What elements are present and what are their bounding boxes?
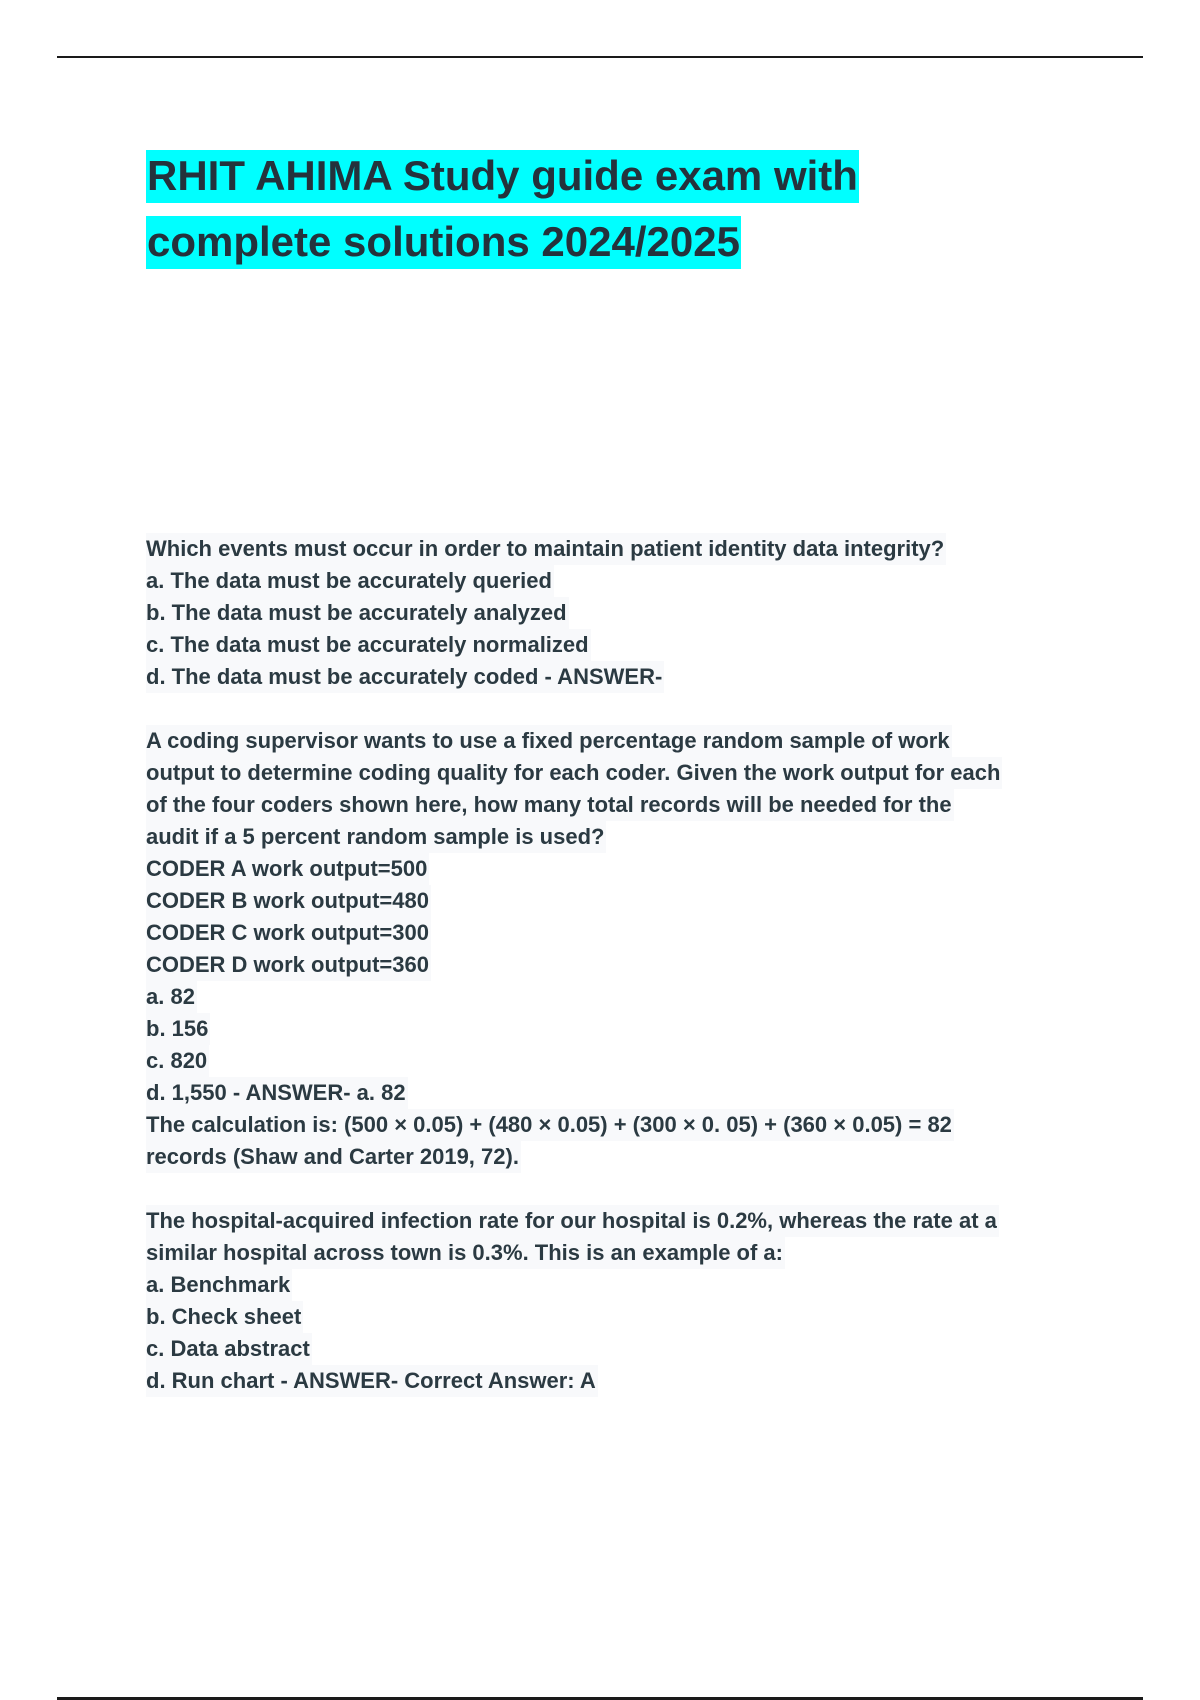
top-rule: [57, 56, 1143, 58]
question-list: [146, 533, 1096, 1397]
question-2-text-line-4: audit if a 5 percent random sample is used?: [146, 821, 606, 853]
coder-d-output: CODER D work output=360: [146, 949, 431, 981]
question-1-option-c: c. The data must be accurately normalized: [146, 629, 591, 661]
question-2-option-b: b. 156: [146, 1013, 210, 1045]
question-1-option-b: b. The data must be accurately analyzed: [146, 597, 569, 629]
question-3-text-line-2: similar hospital across town is 0.3%. This is an example of a:: [146, 1237, 785, 1269]
question-2-option-a: a. 82: [146, 981, 197, 1013]
question-1-option-a: a. The data must be accurately queried: [146, 565, 554, 597]
question-2-option-c: c. 820: [146, 1045, 209, 1077]
question-3-text-line-1: The hospital-acquired infection rate for our hospital is 0.2%, whereas the rate at a: [146, 1205, 999, 1237]
question-block-3: [146, 1205, 1096, 1397]
question-3-option-b: b. Check sheet: [146, 1301, 303, 1333]
question-1-option-d-answer: d. The data must be accurately coded - ANSWER-: [146, 661, 664, 693]
question-2-text-line-1: A coding supervisor wants to use a fixed percentage random sample of work: [146, 725, 952, 757]
question-2-explanation-line-2: records (Shaw and Carter 2019, 72).: [146, 1141, 521, 1173]
coder-a-output: CODER A work output=500: [146, 853, 429, 885]
question-block-1: [146, 533, 1096, 693]
block-spacer: [146, 1173, 1096, 1205]
coder-c-output: CODER C work output=300: [146, 917, 431, 949]
question-2-text-line-2: output to determine coding quality for each coder. Given the work output for each: [146, 757, 1002, 789]
coder-b-output: CODER B work output=480: [146, 885, 431, 917]
block-spacer: [146, 693, 1096, 725]
question-block-2: [146, 725, 1096, 1173]
question-2-text-line-3: of the four coders shown here, how many total records will be needed for the: [146, 789, 954, 821]
question-3-option-a: a. Benchmark: [146, 1269, 292, 1301]
question-1-text: Which events must occur in order to maintain patient identity data integrity?: [146, 533, 946, 565]
document-title: [146, 143, 1046, 275]
question-2-explanation-line-1: The calculation is: (500 × 0.05) + (480 × 0.05) + (300 × 0. 05) + (360 × 0.05) = 82: [146, 1109, 954, 1141]
title-line-1: RHIT AHIMA Study guide exam with: [146, 150, 859, 203]
title-line-2: complete solutions 2024/2025: [146, 216, 741, 269]
question-2-option-d-answer: d. 1,550 - ANSWER- a. 82: [146, 1077, 408, 1109]
question-3-option-c: c. Data abstract: [146, 1333, 312, 1365]
question-3-option-d-answer: d. Run chart - ANSWER- Correct Answer: A: [146, 1365, 598, 1397]
